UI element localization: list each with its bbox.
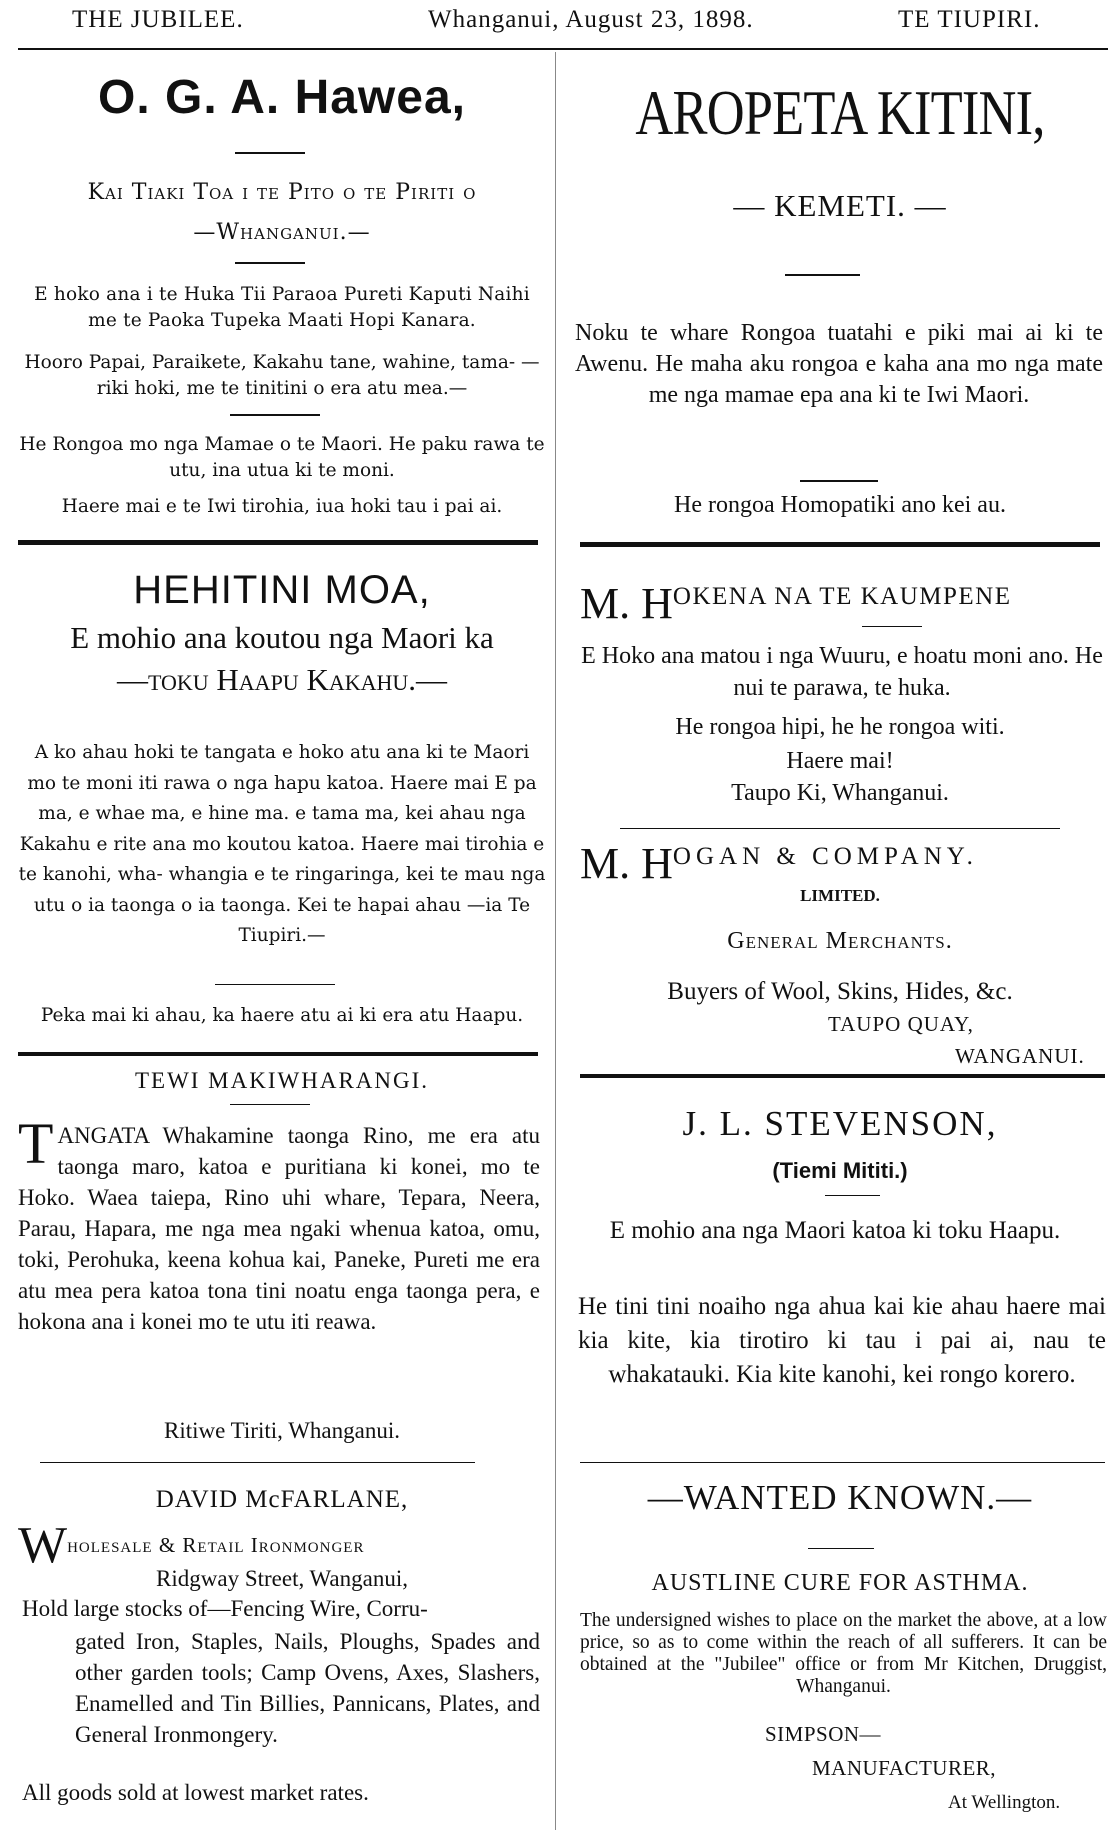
masthead-left: THE JUBILEE. (72, 6, 244, 33)
masthead-date: Whanganui, August 23, 1898. (428, 6, 754, 33)
stevenson-para-2: He tini tini noaiho nga ahua kai kie ahau haere mai kia kite, kia tirotiro ki tau i pai ai, nau te whakatauki. Kia kite kanohi, kei rongo korero. (578, 1293, 1106, 1388)
mcfarlane-title: DAVID McFARLANE, (155, 1486, 409, 1513)
short-rule (808, 1548, 874, 1549)
makiwharangi-body (18, 1111, 540, 1337)
hokena-line-3: Haere mai! (786, 748, 894, 774)
mcfarlane-body-1: Hold large stocks of—Fencing Wire, Corru- (22, 1596, 428, 1621)
masthead-right: TE TIUPIRI. (898, 6, 1041, 33)
dashed-rule (580, 1462, 1105, 1463)
mcfarlane-address: Ridgway Street, Wanganui, (156, 1566, 408, 1591)
stevenson-subtitle: (Tiemi Mititi.) (772, 1158, 908, 1183)
hawea-subtitle-2: —Whanganui.— (193, 220, 371, 245)
moa-title: HEHITINI MOA, (133, 568, 431, 612)
mcfarlane-body-2: gated Iron, Staples, Nails, Ploughs, Spades and other garden tools; Camp Ovens, Axes, Slashers, Enamelled and Tin Billies, Pannicans, Plates, and General Ironmongery. (75, 1629, 540, 1747)
section-rule (18, 1052, 538, 1056)
hogan-line-1: Buyers of Wool, Skins, Hides, &c. (667, 978, 1013, 1005)
wanted-sign-2: MANUFACTURER, (812, 1756, 997, 1780)
short-rule (862, 626, 922, 627)
moa-subtitle-1: E mohio ana koutou nga Maori ka (70, 620, 494, 655)
kitini-body: Noku te whare Rongoa tuatahi e piki mai ai ki te Awenu. He maha aku rongoa e kaha ana mo nga mate me nga mamae epa ana ki te Iwi Maori. (575, 320, 1103, 408)
drop-cap: W (18, 1517, 68, 1574)
mcfarlane-footer: All goods sold at lowest market rates. (22, 1780, 369, 1805)
wanted-title: —WANTED KNOWN.— (647, 1478, 1033, 1517)
moa-footer: Peka mai ki ahau, ka haere atu ai ki era atu Haapu. (40, 1005, 524, 1026)
wanted-sign-3: At Wellington. (948, 1792, 1061, 1813)
section-rule (18, 540, 538, 545)
hawea-subtitle-1: Kai Tiaki Toa i te Pito o te Piriti o (87, 180, 477, 205)
short-rule (230, 1104, 310, 1105)
section-rule (580, 1074, 1105, 1078)
short-rule (215, 984, 335, 985)
stevenson-para-1: E mohio ana nga Maori katoa ki toku Haapu. (609, 1217, 1061, 1244)
hogan-line-2: TAUPO QUAY, (828, 1012, 974, 1036)
drop-cap: M. H (580, 579, 673, 628)
drop-cap: T (18, 1111, 54, 1176)
hawea-para-1: E hoko ana i te Huka Tii Paraoa Pureti Kaputi Naihi me te Paoka Tupeka Maati Hopi Kanara. (34, 284, 530, 331)
hawea-title: O. G. A. Hawea, (98, 71, 466, 124)
short-rule (800, 480, 878, 482)
moa-body: A ko ahau hoki te tangata e hoko atu ana ki te Maori mo te moni iti rawa o nga hapu katoa. Haere mai E pa ma, e whae ma, e hine ma. e tama ma, kei ahau nga Kakahu e rite ana mo koutou katoa. Haere mai tirohia e te kanohi, wha- whangia e te ringaringa, kei te mau nga utu o ia taonga o ia taonga. Kei te hapai ahau —ia Te Tiupiri.— (18, 742, 546, 946)
hokena-line-1: E Hoko ana matou i nga Wuuru, e hoatu moni ano. He nui te parawa, te huka. (581, 643, 1103, 701)
makiwharangi-text: ANGATA Whakamine taonga Rino, me era atu taonga maro, katoa e puritiana ki konei, mo te Hoko. Waea taiepa, Rino uhi whare, Tepara, Neera, Parau, Hapara, me nga mea ngaki whenua katoa, omu, toki, Perohuka, keena kohua kai, Paneke, Pureti me era atu mea pera katoa tona tini noatu enga taonga pera, e hokona ana i konei mo te utu iti reawa. (18, 1123, 540, 1334)
short-rule (825, 1195, 880, 1196)
dashed-rule (40, 1462, 475, 1463)
hokena-heading (580, 578, 1110, 629)
kitini-footer: He rongoa Homopatiki ano kei au. (674, 492, 1006, 518)
hogan-limited: LIMITED. (800, 886, 880, 905)
hokena-line-2: He rongoa hipi, he he rongoa witi. (675, 714, 1005, 740)
drop-cap: M. H (580, 839, 673, 888)
moa-subtitle-2: —toku Haapu Kakahu.— (116, 662, 448, 697)
hawea-para-3: He Rongoa mo nga Mamae o te Maori. He paku rawa te utu, ina utua ki te moni. (19, 434, 545, 481)
makiwharangi-title: TEWI MAKIWHARANGI. (134, 1068, 430, 1093)
hogan-subtitle: General Merchants. (727, 928, 953, 954)
hokena-line-4: Taupo Ki, Whanganui. (731, 780, 949, 806)
wanted-sign-1: SIMPSON— (765, 1722, 882, 1746)
dashed-rule (620, 828, 1060, 829)
hokena-title: OKENA NA TE KAUMPENE (672, 583, 1012, 610)
hawea-para-4: Haere mai e te Iwi tirohia, iua hoki tau i pai ai. (61, 496, 503, 517)
mcfarlane-trade: holesale & Retail Ironmonger (67, 1533, 365, 1557)
wanted-body: The undersigned wishes to place on the market the above, at a low price, so as to come within the reach of all sufferers. It can be obtained at the "Jubilee" office or from Mr Kitchen, Druggist, Whanganui. (580, 1610, 1107, 1697)
short-rule (235, 152, 305, 154)
short-rule (235, 262, 305, 264)
section-rule (580, 542, 1100, 547)
column-divider (555, 52, 556, 1830)
short-rule (785, 274, 860, 276)
header-rule (18, 48, 1108, 50)
kitini-subtitle: — KEMETI. — (733, 188, 947, 223)
short-rule (230, 414, 320, 416)
hogan-line-3: WANGANUI. (955, 1044, 1085, 1068)
hogan-title: OGAN & COMPANY. (672, 843, 978, 870)
makiwharangi-address: Ritiwe Tiriti, Whanganui. (164, 1418, 400, 1443)
hogan-heading (580, 838, 1110, 889)
kitini-title: AROPETA KITINI, (635, 77, 1045, 148)
wanted-subtitle: AUSTLINE CURE FOR ASTHMA. (651, 1570, 1029, 1596)
hawea-para-2: Hooro Papai, Paraikete, Kakahu tane, wahine, tama- —riki hoki, me te tinitini o era atu mea.— (24, 352, 540, 399)
stevenson-title: J. L. STEVENSON, (682, 1104, 998, 1143)
